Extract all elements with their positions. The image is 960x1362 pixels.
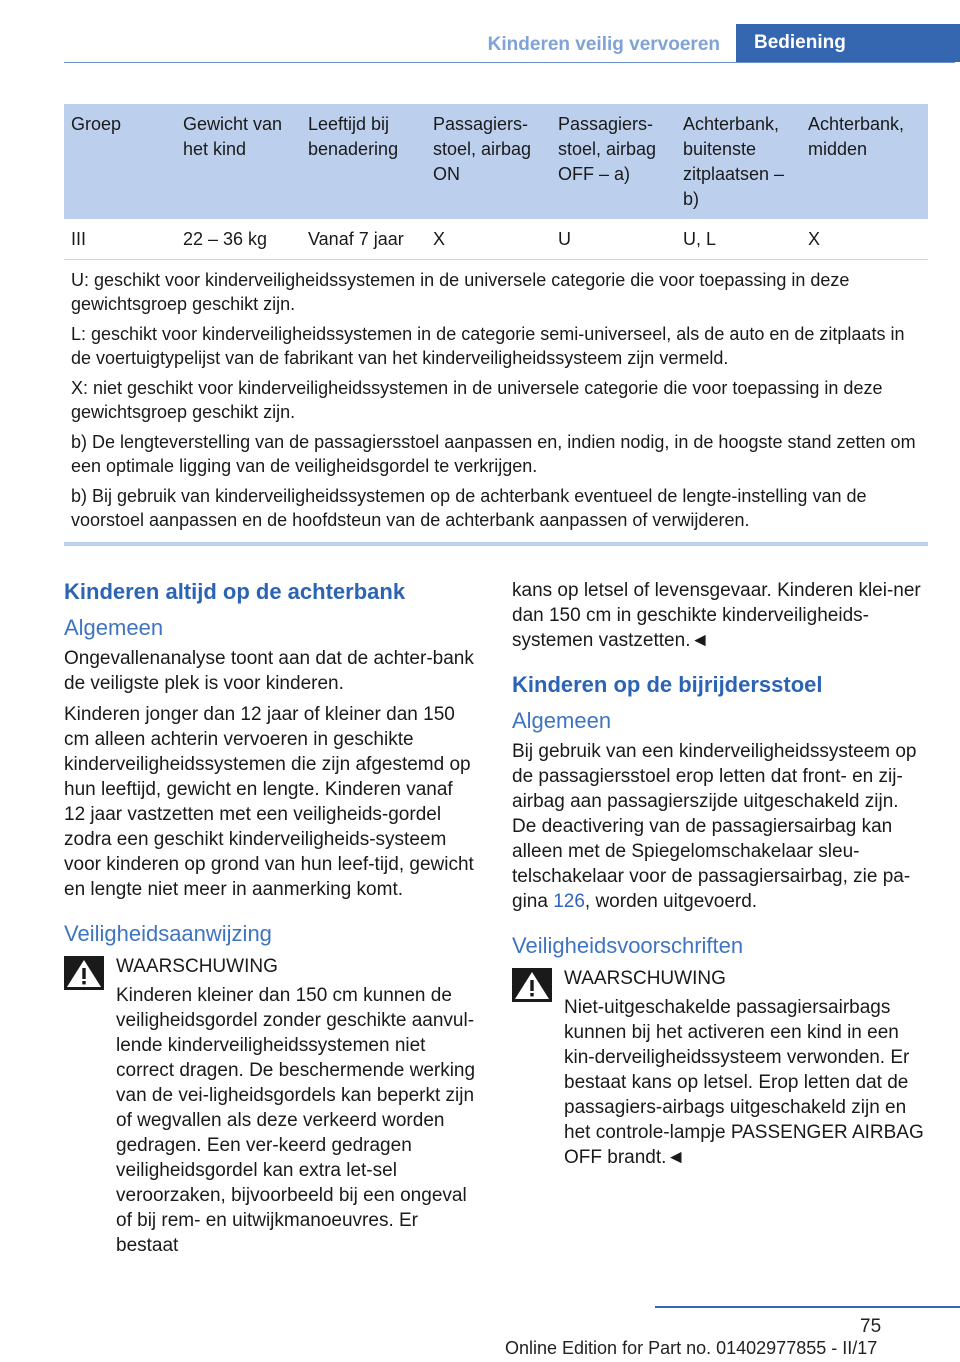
table-cell: X bbox=[801, 219, 928, 260]
warning-title: WAARSCHUWING bbox=[564, 968, 726, 989]
table-header-row bbox=[64, 104, 928, 219]
table-notes bbox=[64, 260, 928, 545]
table-note: L: geschikt voor kinderveiligheidssystemen in de categorie semi-universeel, als de auto en de zitplaats in de voertuigtypelijst van de fabrikant van het kinderveiligheidssysteem zijn vermeld. bbox=[71, 324, 905, 368]
table-notes-row bbox=[64, 260, 928, 545]
warning-block bbox=[64, 954, 479, 1258]
table-cell: X bbox=[426, 219, 551, 260]
running-header-tab: Bediening bbox=[736, 24, 960, 62]
warning-text: Kinderen kleiner dan 150 cm kunnen de veiligheidsgordel zonder geschikte aanvul-lende kinderveiligheidssystemen niet correct dragen. De beschermende werking van de vei-ligheidsgordels kan beperkt zijn of wegvallen als deze verkeerd worden gedragen. Een ver-keerd gedragen veiligheidsgordel kan extra let-sel veroorzaken, bijvoorbeeld bij een ongeval of bij rem- en uitwijkmanoeuvres. Er bestaat bbox=[116, 985, 476, 1256]
paragraph: Bij gebruik van een kinderveiligheidssysteem op de passagiersstoel erop letten dat front- en zij-airbag aan passagierszijde uitgeschakeld zijn. De deactivering van de passagiersairbag kan alleen met de Spiegelomschakelaar sleu-telschakelaar voor de passagiersairbag, zie pa-gina 126, worden uitgevoerd. bbox=[512, 741, 917, 912]
table-note: b) De lengteverstelling van de passagiersstoel aanpassen en, indien nodig, in de hoogste stand zetten om een optimale ligging van de veiligheidsgordel te verkrijgen. bbox=[71, 432, 916, 476]
table-cell: U bbox=[551, 219, 676, 260]
col-header-achterbank-buiten: Achterbank, buitenste zitplaatsen – b) bbox=[676, 104, 801, 219]
table-note: X: niet geschikt voor kinderveiligheidssystemen in de universele categorie die voor toepassing in deze gewichtsgroep geschikt zijn. bbox=[71, 378, 883, 422]
col-header-gewicht: Gewicht van het kind bbox=[176, 104, 301, 219]
child-seat-table bbox=[64, 104, 928, 546]
page-link-126[interactable]: 126 bbox=[553, 891, 585, 912]
col-header-airbag-off: Passagiers-stoel, airbag OFF – a) bbox=[551, 104, 676, 219]
table-cell: III bbox=[64, 219, 176, 260]
col-header-airbag-on: Passagiers-stoel, airbag ON bbox=[426, 104, 551, 219]
subheading-algemeen: Algemeen bbox=[64, 615, 164, 640]
table-note: b) Bij gebruik van kinderveiligheidssystemen op de achterbank eventueel de lengte-instelling van de voorstoel aanpassen en de hoofdsteun van de achterbank aanpassen of verwijderen. bbox=[71, 486, 867, 530]
warning-triangle-icon bbox=[64, 956, 104, 990]
footer-rule bbox=[655, 1306, 960, 1308]
left-column bbox=[64, 578, 479, 1262]
section-title-achterbank: Kinderen altijd op de achterbank bbox=[64, 579, 406, 604]
col-header-leeftijd: Leeftijd bij benadering bbox=[301, 104, 426, 219]
table-note: U: geschikt voor kinderveiligheidssystemen in de universele categorie die voor toepassing in deze gewichtsgroep geschikt zijn. bbox=[71, 270, 850, 314]
running-header-section: Kinderen veilig vervoeren bbox=[487, 34, 720, 55]
paragraph: Ongevallenanalyse toont aan dat de achter-bank de veiligste plek is voor kinderen. bbox=[64, 648, 474, 694]
warning-block bbox=[512, 966, 927, 1170]
table-cell: U, L bbox=[676, 219, 801, 260]
subheading-veiligheidsvoorschriften: Veiligheidsvoorschriften bbox=[512, 933, 744, 958]
header-rule bbox=[64, 62, 955, 63]
table-row bbox=[64, 219, 928, 260]
subheading-algemeen: Algemeen bbox=[512, 708, 612, 733]
col-header-achterbank-midden: Achterbank, midden bbox=[801, 104, 928, 219]
paragraph-continued: kans op letsel of levensgevaar. Kinderen klei-ner dan 150 cm in geschikte kinderveiligheids-systemen vastzetten.◄ bbox=[512, 580, 921, 651]
section-title-bijrijdersstoel: Kinderen op de bijrijdersstoel bbox=[512, 672, 823, 697]
subheading-veiligheidsaanwijzing: Veiligheidsaanwijzing bbox=[64, 921, 272, 946]
page-number: 75 bbox=[860, 1316, 882, 1337]
paragraph: Kinderen jonger dan 12 jaar of kleiner dan 150 cm alleen achterin vervoeren in geschikte kinderveiligheidssystemen die zijn afgestemd op hun leeftijd, gewicht en lengte. Kinderen vanaf 12 jaar vastzetten met een veiligheids-gordel zodra een geschikt kinderveiligheids-systeem voor kinderen op grond van hun leef-tijd, gewicht en lengte niet meer in aanmerking komt. bbox=[64, 704, 474, 900]
warning-title: WAARSCHUWING bbox=[116, 956, 278, 977]
warning-triangle-icon bbox=[512, 968, 552, 1002]
warning-text: Niet-uitgeschakelde passagiersairbags kunnen bij het activeren een kind in een kin-derveiligheidssysteem verwonden. Er bestaat kans op letsel. Erop letten dat de passagiers-airbags uitgeschakeld zijn en het controle-lampje PASSENGER AIRBAG OFF brandt.◄ bbox=[564, 997, 924, 1168]
footer-edition: Online Edition for Part no. 01402977855 - II/17 bbox=[505, 1338, 878, 1358]
right-column bbox=[512, 578, 927, 1174]
col-header-groep: Groep bbox=[64, 104, 176, 219]
table-cell: Vanaf 7 jaar bbox=[301, 219, 426, 260]
table-cell: 22 – 36 kg bbox=[176, 219, 301, 260]
